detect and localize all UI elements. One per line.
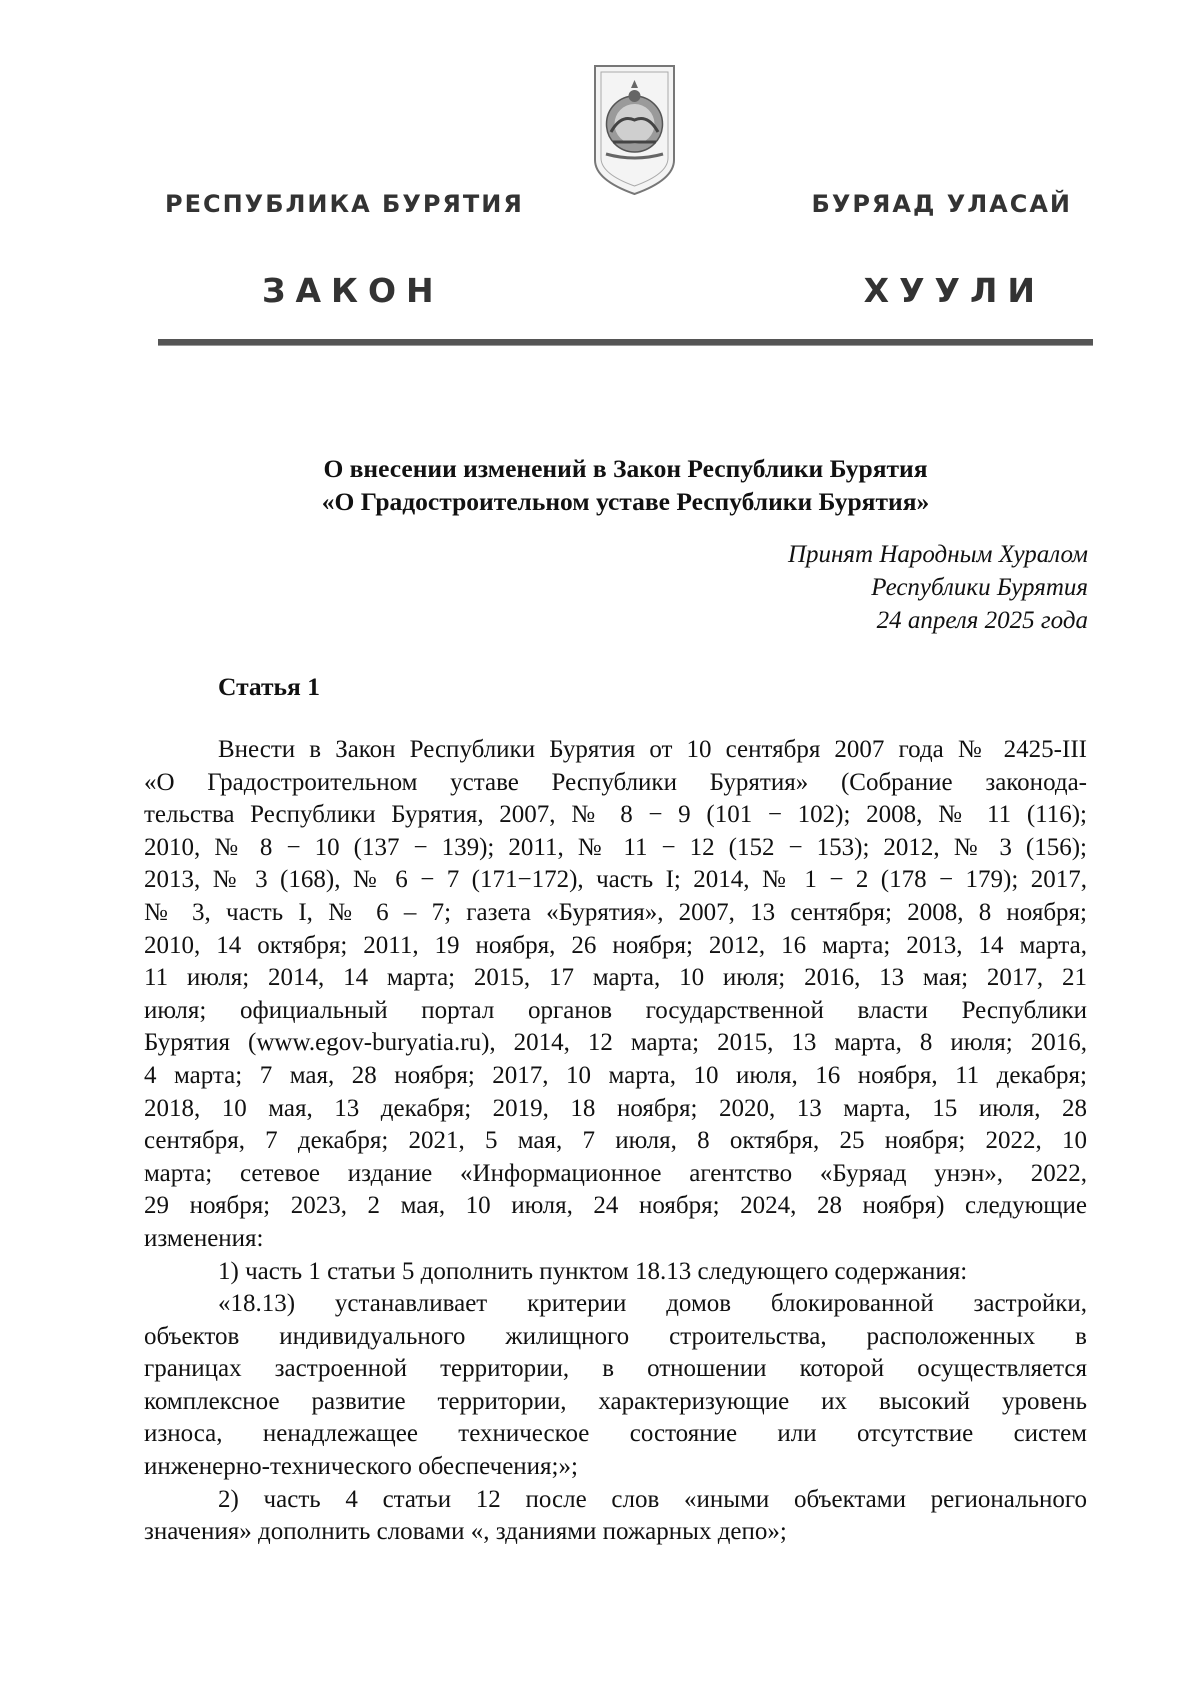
text-line: 2013, № 3 (168), № 6 − 7 (171−172), часть I; 2014, № 1 − 2 (178 − 179); 2017,: [144, 866, 1087, 894]
article-heading: Статья 1: [218, 672, 320, 701]
document-title: [158, 452, 1093, 518]
text-line: 4 марта; 7 мая, 28 ноября; 2017, 10 марта, 10 июля, 16 ноября, 11 декабря;: [144, 1061, 1087, 1089]
text-line: износа, ненадлежащее техническое состояние или отсутствие систем: [144, 1420, 1087, 1448]
title-line: «О Градостроительном уставе Республики Бурятия»: [321, 487, 930, 516]
text-line: 29 ноября; 2023, 2 мая, 10 июля, 24 ноября; 2024, 28 ноября) следующие: [144, 1192, 1087, 1220]
text-line: «18.13) устанавливает критерии домов блокированной застройки,: [218, 1290, 1087, 1318]
text-line: марта; сетевое издание «Информационное агентство «Буряад унэн», 2022,: [144, 1159, 1087, 1187]
state-name-buryat: БУРЯАД УЛАСАЙ: [811, 190, 1072, 218]
text-line: 2010, № 8 − 10 (137 − 139); 2011, № 11 − 12 (152 − 153); 2012, № 3 (156);: [144, 833, 1087, 861]
adoption-date: 24 апреля 2025 года: [876, 607, 1088, 634]
header-divider: [158, 339, 1093, 346]
text-line: значения» дополнить словами «, зданиями пожарных депо»;: [144, 1518, 787, 1546]
text-line: 2018, 10 мая, 13 декабря; 2019, 18 ноября; 2020, 13 марта, 15 июля, 28: [144, 1094, 1087, 1122]
doc-type-russian: ЗАКОН: [262, 271, 444, 310]
adoption-note: [788, 538, 1088, 637]
title-line: О внесении изменений в Закон Республики Бурятия: [323, 454, 928, 483]
text-line: № 3, часть I, № 6 – 7; газета «Бурятия», 2007, 13 сентября; 2008, 8 ноября;: [144, 898, 1087, 926]
text-line: 2010, 14 октября; 2011, 19 ноября, 26 ноября; 2012, 16 марта; 2013, 14 марта,: [144, 931, 1087, 959]
text-line: 2) часть 4 статьи 12 после слов «иными объектами регионального: [218, 1485, 1087, 1513]
text-line: тельства Республики Бурятия, 2007, № 8 − 9 (101 − 102); 2008, № 11 (116);: [144, 801, 1087, 829]
text-line: объектов индивидуального жилищного строительства, расположенных в: [144, 1322, 1087, 1350]
doc-type-buryat: ХУУЛИ: [863, 271, 1045, 310]
article-body: [144, 734, 1087, 1549]
text-line: комплексное развитие территории, характеризующие их высокий уровень: [144, 1387, 1087, 1415]
intro-paragraph: [144, 734, 1087, 1256]
state-name-russian: РЕСПУБЛИКА БУРЯТИЯ: [165, 190, 524, 218]
item-1: [144, 1256, 1087, 1289]
adoption-line: Республики Бурятия: [871, 574, 1088, 601]
adoption-line: Принят Народным Хуралом: [787, 541, 1088, 568]
coat-of-arms-emblem: [591, 62, 678, 196]
text-line: июля; официальный портал органов государственной власти Республики: [144, 996, 1087, 1024]
text-line: 11 июля; 2014, 14 марта; 2015, 17 марта, 10 июля; 2016, 13 мая; 2017, 21: [144, 964, 1087, 992]
text-line: сентября, 7 декабря; 2021, 5 мая, 7 июля, 8 октября, 25 ноября; 2022, 10: [144, 1127, 1087, 1155]
text-line: Внести в Закон Республики Бурятия от 10 сентября 2007 года № 2425-III: [218, 736, 1087, 763]
item-2: [144, 1484, 1087, 1549]
item-1-quote: [144, 1288, 1087, 1484]
text-line: границах застроенной территории, в отношении которой осуществляется: [144, 1355, 1087, 1383]
text-line: изменения:: [144, 1224, 264, 1252]
text-line: 1) часть 1 статьи 5 дополнить пунктом 18.13 следующего содержания:: [218, 1257, 968, 1285]
text-line: инженерно-технического обеспечения;»;: [144, 1453, 578, 1481]
text-line: Бурятия (www.egov-buryatia.ru), 2014, 12 марта; 2015, 13 марта, 8 июля; 2016,: [144, 1029, 1087, 1057]
text-line: «О Градостроительном уставе Республики Бурятия» (Собрание законода-: [144, 768, 1087, 796]
